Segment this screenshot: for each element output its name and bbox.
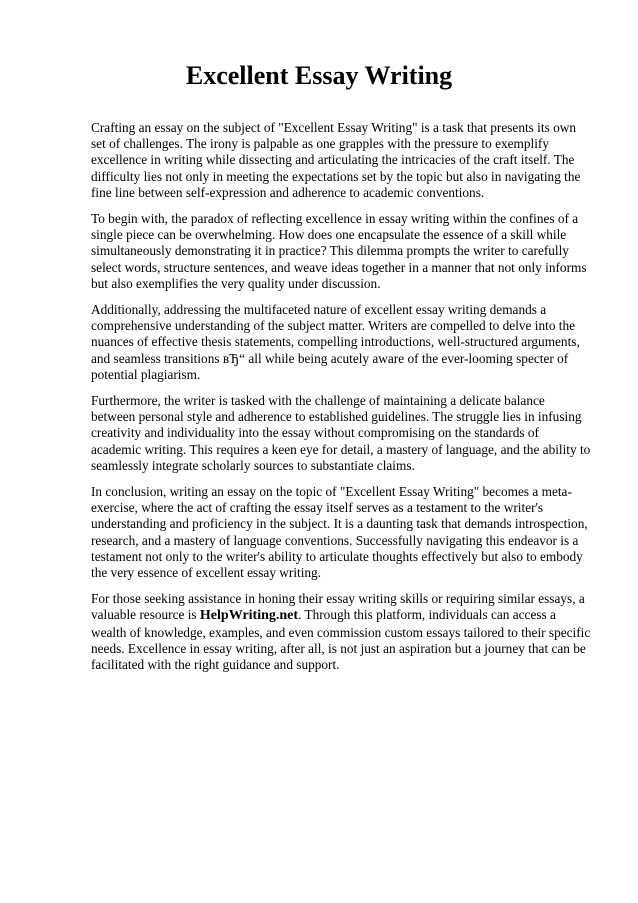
paragraph-5: In conclusion, writing an essay on the topic of "Excellent Essay Writing" becomes a meta-exercise, where the act of crafting the essay itself serves as a testament to the writer's understanding and proficiency in the subject. It is a daunting task that demands introspection, research, and a mastery of language conventions. Successfully navigating this endeavor is a testament not only to the writer's ability to articulate thoughts effectively but also to embody the very essence of excellent essay writing. <box>91 484 588 581</box>
paragraph-6-intro: For those seeking assistance in honing their essay writing skills or requiring similar essays, a valuable resource is <box>91 591 585 623</box>
paragraph-6-rest: . Through this platform, individuals can access a wealth of knowledge, examples, and even commission custom essays tailored to their specific needs. Excellence in essay writing, after all, is not just an aspiration but a journey that can be facilitated with the right guidance and support. <box>91 607 591 673</box>
paragraph-1: Crafting an essay on the subject of "Excellent Essay Writing" is a task that presents its own set of challenges. The irony is palpable as one grapples with the pressure to exemplify excellence in writing while dissecting and articulating the intricacies of the craft itself. The difficulty lies not only in meeting the expectations set by the topic but also in navigating the fine line between self-expression and adherence to academic conventions. <box>91 120 581 200</box>
document-title: Excellent Essay Writing <box>185 61 453 90</box>
paragraph-4: Furthermore, the writer is tasked with the challenge of maintaining a delicate balance between personal style and adherence to established guidelines. The struggle lies in infusing creativity and individuality into the essay without compromising on the standards of academic writing. This requires a keen eye for detail, a mastery of language, and the ability to seamlessly integrate scholarly sources to substantiate claims. <box>91 393 591 473</box>
paragraph-6 <box>91 591 591 673</box>
helpwriting-link[interactable]: HelpWriting.net <box>199 608 299 624</box>
document-body <box>91 120 591 683</box>
paragraph-3: Additionally, addressing the multifaceted nature of excellent essay writing demands a comprehensive understanding of the subject matter. Writers are compelled to delve into the nuances of effective thesis statements, compelling introductions, well-structured arguments, and seamless transitions вЂ“ all while being acutely aware of the ever-looming specter of potential plagiarism. <box>91 302 580 382</box>
paragraph-2: To begin with, the paradox of reflecting excellence in essay writing within the confines of a single piece can be overwhelming. How does one encapsulate the essence of a skill while simultaneously demonstrating it in practice? This dilemma prompts the writer to carefully select words, structure sentences, and weave ideas together in a manner that not only informs but also exemplifies the very quality under discussion. <box>91 211 587 291</box>
